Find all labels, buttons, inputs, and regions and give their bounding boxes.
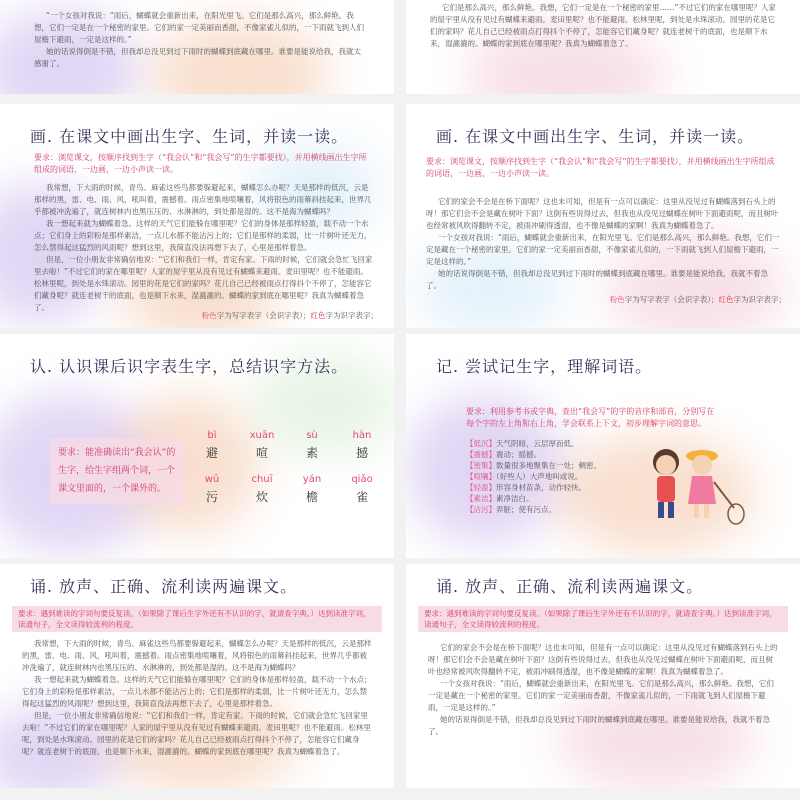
slide-8 xyxy=(406,564,800,788)
vocab-item: 【喧嚷】（好些人）大声地叫或说。 xyxy=(466,472,583,481)
slide-1 xyxy=(0,0,394,94)
vocab-item: 【轻盈】形容身材苗条，动作轻快。 xyxy=(466,483,586,492)
char-row-1 xyxy=(200,430,374,461)
requirement-text: 要求：浏览课文，按顺序找到生字（“我会认”和“我会写”的生字都要找），并用横线画出生字所组成的词语，一边画，一边小声读一读。 xyxy=(426,157,775,178)
lesson-text: 它们的家会不会是在桥下面呢？这也未可知，但是有一点可以确定：这里从没见过有蝴蝶落到石头上的呀！那它们会不会是藏在树叶下面？这倒有些说得过去，但我也从没见过蝴蝶在树叶下面避雨呢，而且树叶也经常被风吹得翻转不定，被雨冲刷得透湿，也不像是蝴蝶的家啊！我真为蝴蝶着急了。 一个女孩对我说：“雨后，蝴蝶就会重新出来，在阳光里飞。它们是那么高兴，那么鲜艳。我想，它们一定是藏在一个秘密的家里。它们的家一定美丽而香甜，不像家雀儿似的，一下雨就飞到人们屋檐下避雨，一定是这样的。” 她的话说得倒是不错，但我却总没见到过下雨时的蝴蝶到底藏在哪里。谁要是能说给我，我就不着急了。 xyxy=(426,197,780,290)
requirement-box: 要求：能准确读出“我会认”的生字，给生字组两个词，一个课文里面的，一个课外的。 xyxy=(50,438,186,504)
slide-title: 认. 认识课后识字表生字，总结识字方法。 xyxy=(30,357,349,376)
char-cell: qiǎo 雀 xyxy=(351,474,373,504)
vocab-list xyxy=(466,438,626,515)
slide-title: 画. 在课文中画出生字、生词，并读一读。 xyxy=(30,127,349,146)
char-cell: bì 避 xyxy=(205,430,218,460)
vocab-item: 【素洁】素净洁白。 xyxy=(466,494,534,503)
char-cell: xuān 喧 xyxy=(249,430,275,460)
slide-6 xyxy=(406,334,800,558)
char-cell: chuī 炊 xyxy=(251,474,273,504)
color-legend: 粉色字为写字表字（会识字表）；红色字为识字表字； xyxy=(201,311,378,320)
char-row-2 xyxy=(200,474,374,505)
vocab-item: 【密集】数量很多地聚集在一处；稠密。 xyxy=(466,461,601,470)
char-cell: yán 檐 xyxy=(302,474,322,504)
slide-title: 诵. 放声、正确、流利读两遍课文。 xyxy=(436,577,704,596)
vocab-item: 【低沉】天气阴暗，云层厚而低。 xyxy=(466,439,579,448)
lesson-text: 它们的家会不会是在桥下面呢？这也未可知，但是有一点可以确定：这里从没见过有蝴蝶落到石头上的呀！那它们会不会是藏在树叶下面？这倒有些说得过去，但我也从没见过蝴蝶在树叶下面避雨呢，而且树叶也经常被风吹得翻转不定，被雨冲刷得透湿，也不像是蝴蝶的家啊！我真为蝴蝶着急了。 一个女孩对我说：“雨后，蝴蝶就会重新出来，在阳光里飞。它们是那么高兴，那么鲜艳。我想，它们一定是藏在一个秘密的家里。它们的家一定美丽而香甜，不像家雀儿似的，一下雨就飞到人们屋檐下避雨，一定是这样的。” 她的话说得倒是不错，但我却总没见到过下雨时的蝴蝶到底藏在哪里。谁要是能说给我，我就不着急了。 xyxy=(428,643,778,736)
requirement-text: 要求：利用参考书或字典，查出“我会写”的字的音序和部首，分别写在每个字的左上角和右上角，学会联系上下文，初步理解字词的意思。 xyxy=(466,407,715,428)
slide-5 xyxy=(0,334,394,558)
lesson-text: 我常想，下大雨的时候，青鸟、麻雀这些鸟都要躲避起来，蝴蝶怎么办呢？天是那样的低沉，云是那样的黑，雷、电、雨、风，吼叫着，震撼着。雨点密集地喧嚷着，风将银色的雨幕斜挂起来，世界几乎都被冲洗遍了，就连树林内也黑压压的、水淋淋的，到处都是湿的。这不是海为蝴蝶吗？ 我一想起来就为蝴蝶着急。这样的天气它们能躲在哪里呢？它们的身体是那样轻盈，载不动一个水点；它们身上的彩粉是那样素洁，一点儿水都不能沾污上的；它们是那样的柔弱，比一片树叶还无力，怎么禁得起这猛烈的风雨呢？想到这里，我简直没法再想下去了，心里是那样着急。 但是，一位小朋友非常确信地说：“它们和我们一样，肯定有家。下雨的时候，它们就会急忙飞回家里去啦！”不过它们的家在哪里呢？人家的屋宇里从没有见过有蝴蝶来避雨。麦田里呢？也不能避雨。松林里呢，到处是水珠滚动。园里的花是它们的家吗？花儿自己已经被雨点打得抖个不停了，怎能容它们藏身呢？就连老树干的底面，也是顺下水来，湿漉漉的。蝴蝶的家到底在哪里呢？我真为蝴蝶着急了。 xyxy=(34,183,373,312)
vocab-item: 【沾污】弄脏；使有污点。 xyxy=(466,505,556,514)
char-cell: sù 素 xyxy=(305,430,318,460)
color-legend: 粉色字为写字表字（会识字表）；红色字为识字表字； xyxy=(609,295,786,304)
children-illustration xyxy=(636,434,746,534)
slide-2 xyxy=(406,0,800,94)
requirement-text: 要求：浏览课文，按顺序找到生字（“我会认”和“我会写”的生字都要找），并用横线画出生字所组成的词语，一边画，一边小声读一读。 xyxy=(34,153,367,174)
requirement-banner: 要求：遇到难读的字词句要反复读。（如果除了课后生字外还有不认识的字，就请查字典。）达到读准字词，读通句子，全文读得较流利的程度。 xyxy=(418,606,788,632)
requirement-banner: 要求：遇到难读的字词句要反复读。（如果除了课后生字外还有不认识的字，就请查字典。）达到读准字词，读通句子，全文读得较流利的程度。 xyxy=(12,606,382,632)
slide-title: 诵. 放声、正确、流利读两遍课文。 xyxy=(30,577,298,596)
slide-7 xyxy=(0,564,394,788)
char-cell: wū 污 xyxy=(204,474,220,504)
slide-1-text: “一个女孩对我说：“雨后，蝴蝶就会重新出来，在阳光里飞。它们是那么高兴，那么鲜艳。我想，它们一定是在一个秘密的家里。它们的家一定美丽而香甜，不像家雀儿似的，一下雨就飞到人们屋檐下避雨，一定是这样的。” 她的话说得倒是不错，但我却总没见到过下雨时的蝴蝶到底藏在哪里。谁要是能说给我，我就太感谢了。 xyxy=(34,11,364,68)
slide-3 xyxy=(0,104,394,328)
char-cell: hàn 撼 xyxy=(352,430,372,460)
slide-title: 记. 尝试记生字，理解词语。 xyxy=(436,357,653,376)
lesson-text: 我常想，下大雨的时候，青鸟、麻雀这些鸟都要躲避起来，蝴蝶怎么办呢？天是那样的低沉，云是那样的黑，雷、电、雨、风，吼叫着，震撼着。雨点密集地喧嚷着，风将银色的雨幕斜挂起来，世界几乎都被冲洗遍了，就连树林内也黑压压的、水淋淋的，到处都是湿的。这不是海为蝴蝶吗？ 我一想起来就为蝴蝶着急。这样的天气它们能躲在哪里呢？它们的身体是那样轻盈，载不动一个水点；它们身上的彩粉是那样素洁，一点儿水都不能沾污上的；它们是那样的柔弱，比一片树叶还无力，怎么禁得起这猛烈的风雨呢？想到这里，我简直没法再想下去了，心里是那样着急。 但是，一位小朋友非常确信地说：“它们和我们一样，肯定有家。下雨的时候，它们就会急忙飞回家里去啦！”不过它们的家在哪里呢？人家的屋宇里从没有见过有蝴蝶来避雨。麦田里呢？也不能避雨。松林里呢，到处是水珠滚动。园里的花是它们的家吗？花儿自己已经被雨点打得抖个不停了，怎能容它们藏身呢？就连老树干的底面，也是顺下水来，湿漉漉的。蝴蝶的家到底在哪里呢？我真为蝴蝶着急了。 xyxy=(22,639,372,756)
vocab-item: 【震撼】震动；摇撼。 xyxy=(466,450,541,459)
slide-title: 画. 在课文中画出生字、生词，并读一读。 xyxy=(436,127,755,146)
slide-2-text: 它们是那么高兴，那么鲜艳。我想，它们一定是在一个秘密的家里……“不过它们的家在哪里呢？人家的屋宇里从没有见过有蝴蝶来避雨。麦田里呢？也不能避雨。松林里呢，到处是水珠滚动。园里的花是它们的家吗？花儿自己已经被雨点打得抖个不停了，怎能容它们藏身呢？就连老树干的底面，也是顺下水来，湿漉漉的。蝴蝶的家到底在哪里呢？我真为蝴蝶着急了。 xyxy=(430,3,776,48)
slide-4 xyxy=(406,104,800,328)
